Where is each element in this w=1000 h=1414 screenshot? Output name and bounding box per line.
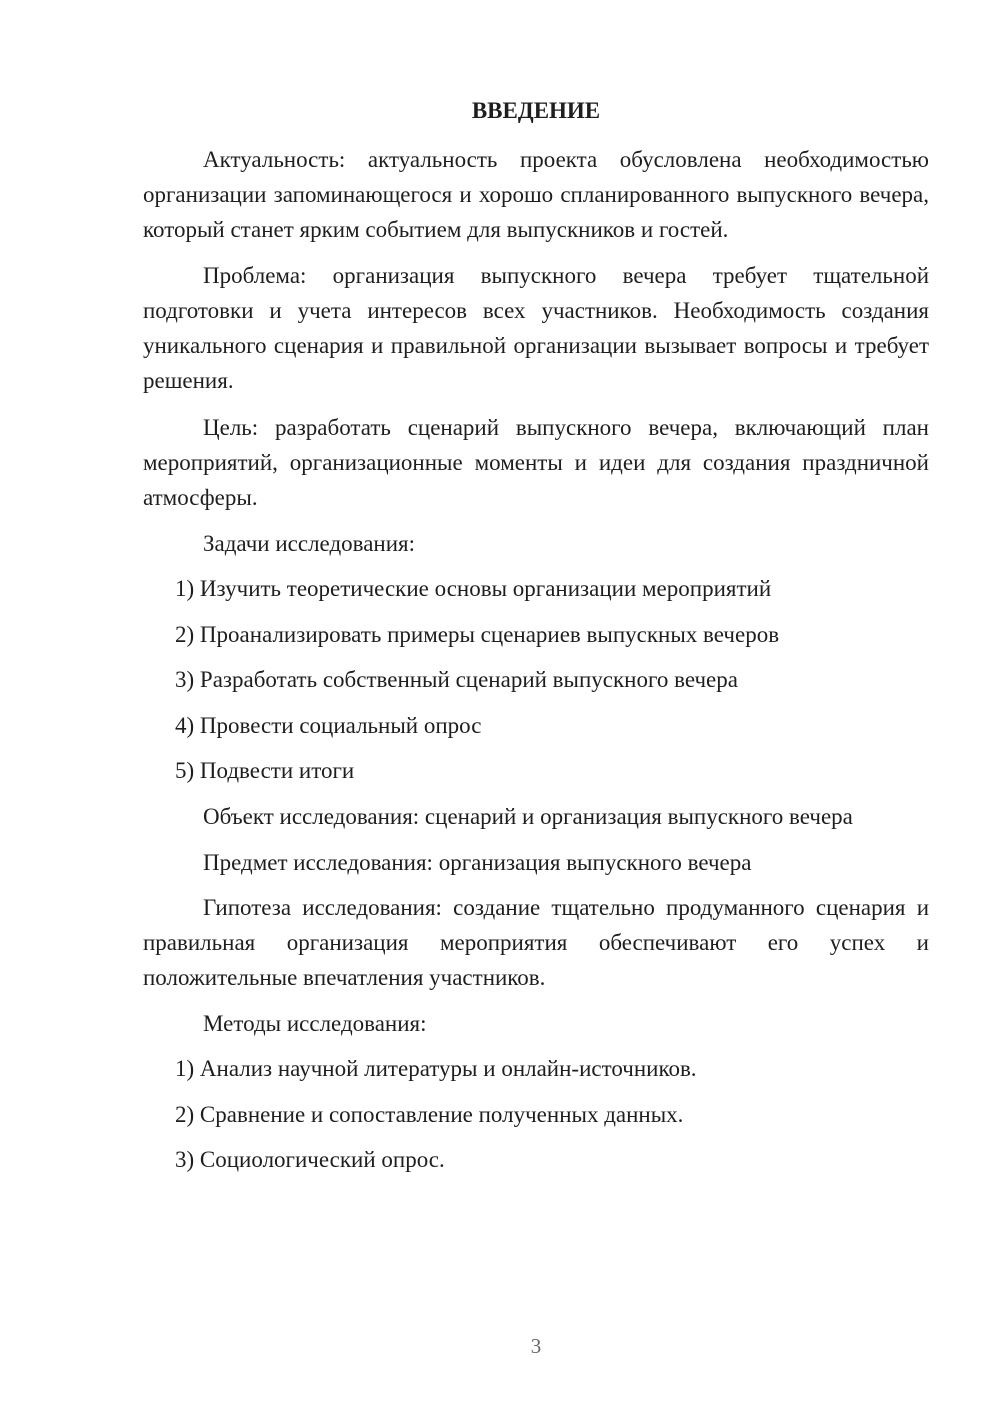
method-item: 3) Социологический опрос. [175,1147,445,1172]
subject-line: Предмет исследования: организация выпускного вечера [203,850,752,875]
tasks-heading: Задачи исследования: [203,531,416,556]
page-title: ВВЕДЕНИЕ [471,98,601,123]
hypothesis-paragraph: Гипотеза исследования: создание тщательно продуманного сценария и правильная организация мероприятия обеспечивают его успех и положительные впечатления участников. [143,895,929,990]
task-item: 4) Провести социальный опрос [175,713,482,738]
task-item: 1) Изучить теоретические основы организации мероприятий [175,576,772,601]
problem-paragraph: Проблема: организация выпускного вечера требует тщательной подготовки и учета интересов всех участников. Необходимость создания уникального сценария и правильной организации вызывает вопросы и требует решения. [143,263,929,393]
relevance-paragraph: Актуальность: актуальность проекта обусловлена необходимостью организации запоминающегося и хорошо спланированного выпускного вечера, который станет ярким событием для выпускников и гостей. [143,147,929,242]
method-item: 1) Анализ научной литературы и онлайн-источников. [175,1056,697,1081]
object-line: Объект исследования: сценарий и организация выпускного вечера [203,804,853,829]
task-item: 2) Проанализировать примеры сценариев выпускных вечеров [175,622,780,647]
goal-paragraph: Цель: разработать сценарий выпускного вечера, включающий план мероприятий, организационные моменты и идеи для создания праздничной атмосферы. [143,415,929,510]
page-number: 3 [530,1334,542,1358]
methods-heading: Методы исследования: [203,1011,427,1036]
method-item: 2) Сравнение и сопоставление полученных данных. [175,1102,684,1127]
task-item: 3) Разработать собственный сценарий выпускного вечера [175,667,738,692]
task-item: 5) Подвести итоги [175,758,355,783]
